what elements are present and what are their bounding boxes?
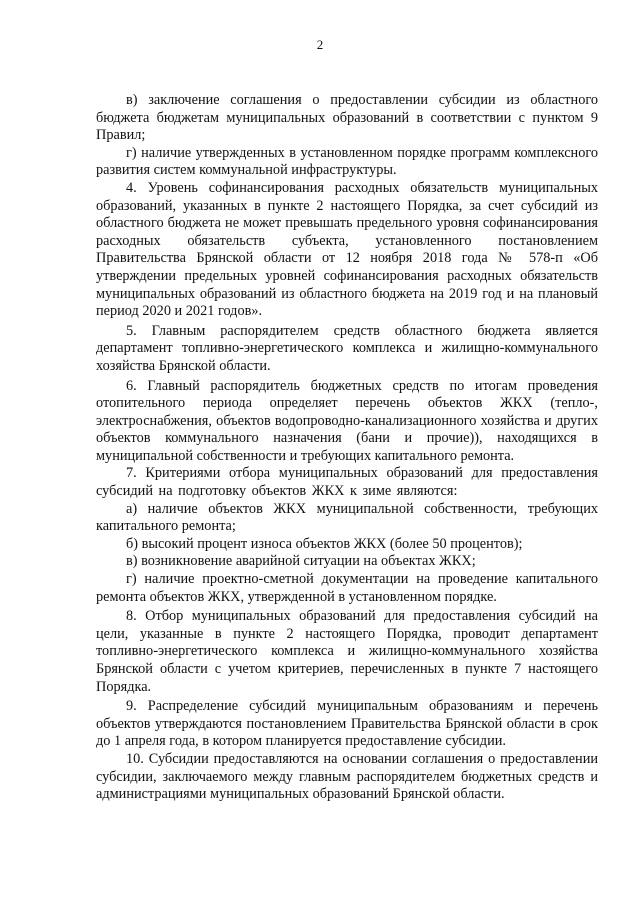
criterion-g: г) наличие проектно-сметной документации на проведение капитального ремонта объектов ЖКХ, утвержденной в установленном порядке.: [96, 571, 598, 605]
paragraph-7: 7. Критериями отбора муниципальных образований для предоставления субсидий на подготовку объектов ЖКХ к зиме являются:: [96, 465, 598, 500]
paragraph-4: 4. Уровень софинансирования расходных обязательств муниципальных образований, указанных в пункте 2 настоящего Порядка, за счет субсидий из областного бюджета не может превышать предельного уровня софинансирования расходных обязательств субъекта, установленного постановлением Правительства Брянской области от 12 ноября 2018 года № 578-п «Об утверждении предельных уровней софинансирования расходных обязательств муниципальных образований из областного бюджета на 2019 год и на плановый период 2020 и 2021 годов».: [96, 179, 598, 320]
paragraph-9: 9. Распределение субсидий муниципальным образованиям и перечень объектов утверждаются постановлением Правительства Брянской области в срок до 1 апреля года, в котором планируется предоставление субсидии.: [96, 698, 598, 750]
paragraph-5: 5. Главным распорядителем средств областного бюджета является департамент топливно-энергетического комплекса и жилищно-коммунального хозяйства Брянской области.: [96, 322, 598, 374]
page-number: 2: [316, 37, 324, 52]
paragraph-3g: г) наличие утвержденных в установленном порядке программ комплексного развития систем коммунальной инфраструктуры.: [96, 144, 598, 179]
paragraph-6: 6. Главный распорядитель бюджетных средств по итогам проведения отопительного периода определяет перечень объектов ЖКХ (тепло-, электроснабжения, объектов водопроводно-канализационного хозяйства и других объектов коммунального назначения (бани и прочие)), находящихся в муниципальной собственности и требующих капитального ремонта.: [96, 377, 598, 464]
criterion-a: а) наличие объектов ЖКХ муниципальной собственности, требующих капитального ремонта;: [96, 500, 598, 535]
paragraph-10: 10. Субсидии предоставляются на основании соглашения о предоставлении субсидии, заключаемого между главным распорядителем бюджетных средств и администрациями муниципальных образований Брянской области.: [96, 750, 598, 803]
document-body: [96, 92, 598, 804]
paragraph-3v: в) заключение соглашения о предоставлении субсидии из областного бюджета бюджетам муниципальных образований в соответствии с пунктом 9 Правил;: [96, 92, 598, 144]
paragraph-8: 8. Отбор муниципальных образований для предоставления субсидий на цели, указанные в пункте 2 настоящего Порядка, проводит департамент топливно-энергетического комплекса и жилищно-коммунального хозяйства Брянской области с учетом критериев, перечисленных в пункте 7 настоящего Порядка.: [96, 608, 598, 695]
criterion-v: в) возникновение аварийной ситуации на объектах ЖКХ;: [126, 553, 476, 570]
criterion-b: б) высокий процент износа объектов ЖКХ (более 50 процентов);: [126, 535, 523, 552]
